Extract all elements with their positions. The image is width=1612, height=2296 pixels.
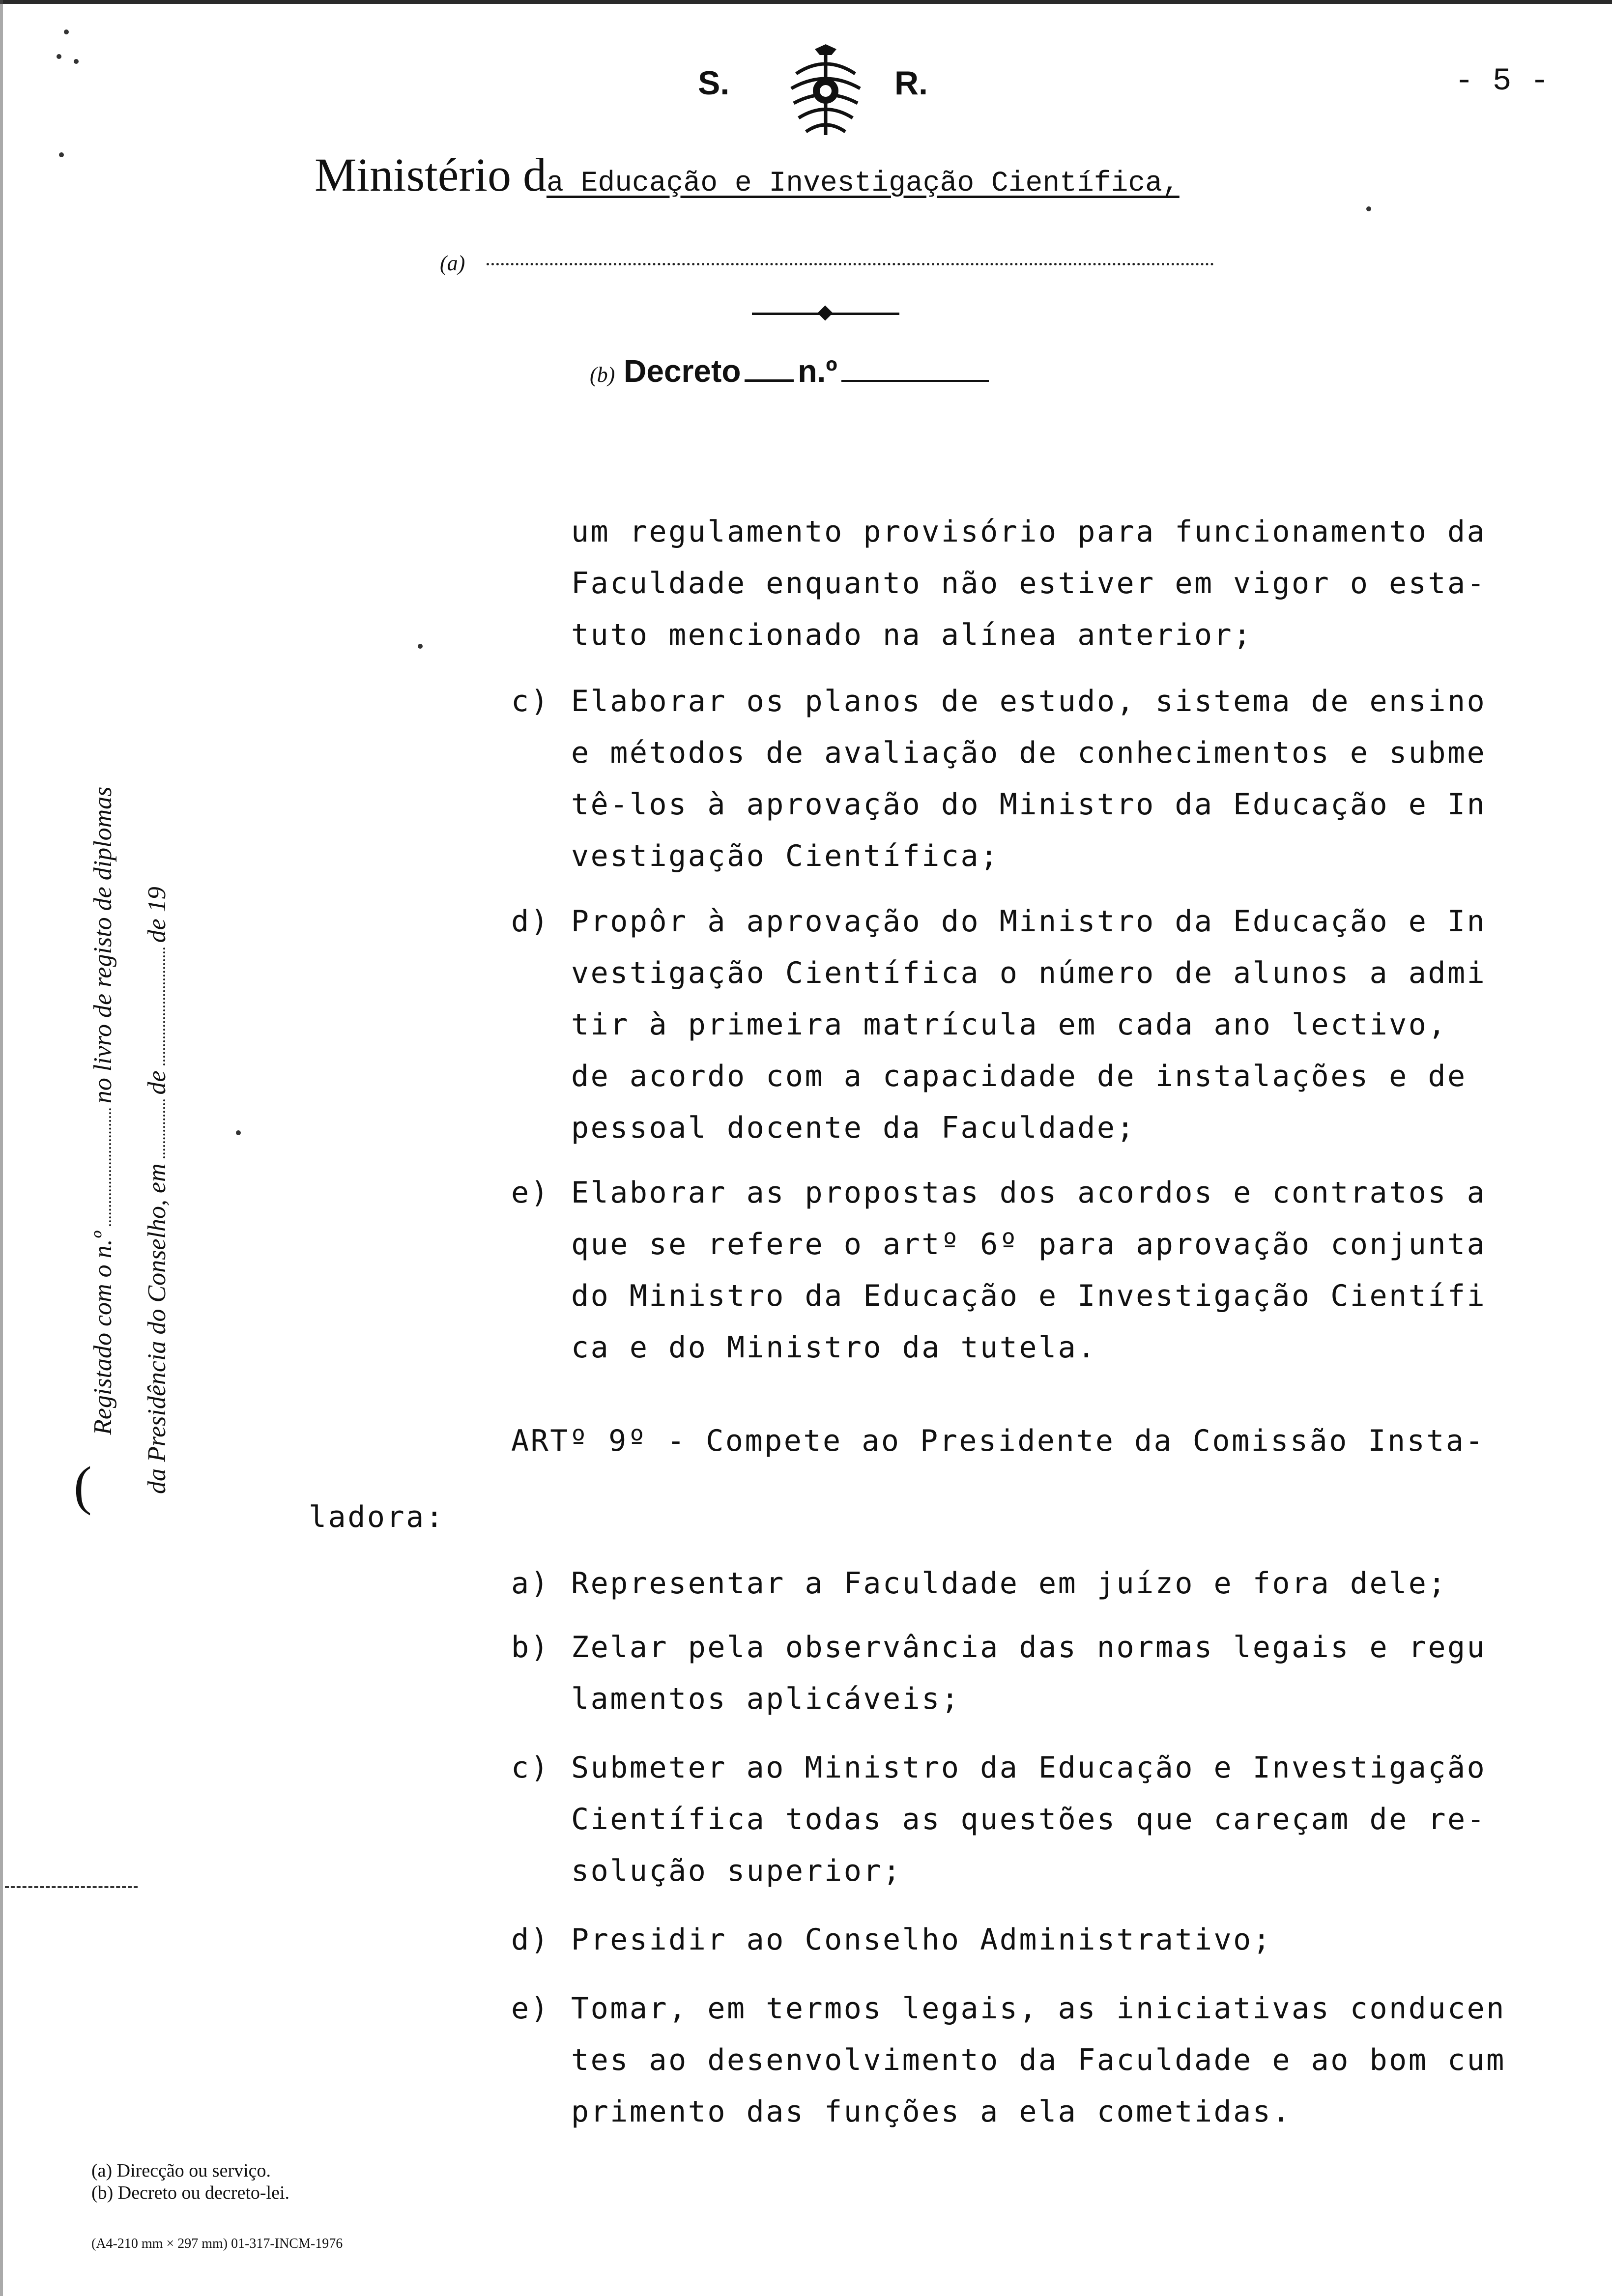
scan-speck bbox=[418, 644, 423, 649]
body-line: tir à primeira matrícula em cada ano lectivo, bbox=[571, 1007, 1448, 1042]
body-line: pessoal docente da Faculdade; bbox=[571, 1111, 1136, 1145]
scan-speck bbox=[74, 59, 79, 64]
margin-note-blank bbox=[163, 947, 165, 1065]
body-line: tê-los à aprovação do Ministro da Educação e In bbox=[571, 787, 1487, 822]
item-label-d: d) bbox=[511, 904, 550, 939]
margin-note-year: de 19 bbox=[143, 887, 171, 943]
scan-stray-dash bbox=[5, 1886, 138, 1888]
body-line: um regulamento provisório para funcionamento da bbox=[571, 515, 1487, 549]
decreto-type-blank bbox=[745, 379, 794, 382]
header-s: S. bbox=[698, 64, 730, 102]
body-line: tuto mencionado na alínea anterior; bbox=[571, 618, 1253, 652]
item-label-a: a) bbox=[511, 1566, 550, 1601]
item-label-e: e) bbox=[511, 1991, 550, 2026]
body-line: de acordo com a capacidade de instalações e de bbox=[571, 1059, 1467, 1093]
margin-note-registado: Registado com o n.º bbox=[89, 1231, 117, 1435]
scan-speck bbox=[1366, 206, 1371, 211]
body-line: do Ministro da Educação e Investigação Científi bbox=[571, 1279, 1487, 1313]
margin-note-line-2 bbox=[143, 887, 172, 1494]
page-number: - 5 - bbox=[1455, 64, 1550, 99]
body-line: Tomar, em termos legais, as iniciativas conducen bbox=[571, 1991, 1506, 2026]
body-line: vestigação Científica; bbox=[571, 839, 1000, 873]
divider-diamond-icon bbox=[817, 305, 833, 320]
body-line: ladora: bbox=[309, 1500, 445, 1534]
ministry-title bbox=[315, 147, 1180, 202]
scan-top-edge bbox=[0, 0, 1612, 4]
body-line: Científica todas as questões que careçam de re- bbox=[571, 1802, 1487, 1837]
decreto-number-label: n.º bbox=[798, 353, 837, 389]
scan-speck bbox=[236, 1130, 241, 1135]
ministry-title-typed: a Educação e Investigação Científica, bbox=[546, 168, 1180, 200]
scan-speck bbox=[59, 152, 64, 157]
body-line: Presidir ao Conselho Administrativo; bbox=[571, 1923, 1272, 1957]
body-line: Faculdade enquanto não estiver em vigor o esta- bbox=[571, 566, 1487, 601]
item-label-c: c) bbox=[511, 684, 550, 718]
header-r: R. bbox=[894, 64, 928, 102]
body-line: que se refere o artº 6º para aprovação conjunta bbox=[571, 1227, 1487, 1262]
margin-note-presidencia: da Presidência do Conselho, em bbox=[143, 1163, 171, 1494]
field-a-dotted-line bbox=[487, 263, 1214, 265]
body-line: Elaborar os planos de estudo, sistema de ensino bbox=[571, 684, 1487, 718]
scan-left-edge bbox=[0, 0, 3, 2296]
margin-note-de: de bbox=[143, 1070, 171, 1095]
body-line: Submeter ao Ministro da Educação e Investigação bbox=[571, 1751, 1487, 1785]
decreto-label: Decreto bbox=[624, 353, 741, 389]
decreto-b-label: (b) bbox=[590, 363, 615, 387]
article-heading: ARTº 9º - Compete ao Presidente da Comissão Insta- bbox=[511, 1424, 1485, 1458]
coat-of-arms-icon bbox=[777, 44, 875, 143]
body-line: solução superior; bbox=[571, 1854, 902, 1888]
margin-note-line-1 bbox=[88, 787, 117, 1435]
footnote-b: (b) Decreto ou decreto-lei. bbox=[91, 2182, 290, 2203]
scan-speck bbox=[64, 29, 69, 34]
body-line: Zelar pela observância das normas legais e regu bbox=[571, 1630, 1487, 1665]
body-line: Representar a Faculdade em juízo e fora dele; bbox=[571, 1566, 1448, 1601]
item-label-c: c) bbox=[511, 1751, 550, 1785]
decreto-number-blank bbox=[841, 380, 989, 382]
form-code: (A4-210 mm × 297 mm) 01-317-INCM-1976 bbox=[91, 2236, 343, 2251]
body-line: primento das funções a ela cometidas. bbox=[571, 2095, 1292, 2129]
body-line: tes ao desenvolvimento da Faculdade e ao bom cum bbox=[571, 2043, 1506, 2077]
item-label-d: d) bbox=[511, 1923, 550, 1957]
ministry-title-printed: Ministério d bbox=[315, 148, 547, 201]
body-line: lamentos aplicáveis; bbox=[571, 1682, 961, 1716]
body-line: Elaborar as propostas dos acordos e contratos a bbox=[571, 1176, 1487, 1210]
decreto-line bbox=[590, 353, 989, 389]
body-line: vestigação Científica o número de alunos a admi bbox=[571, 956, 1487, 990]
margin-note-blank bbox=[109, 1108, 111, 1226]
field-a-label: (a) bbox=[440, 251, 465, 275]
margin-bracket-mark: ( bbox=[74, 1456, 92, 1516]
margin-note-livro: no livro bbox=[89, 1024, 117, 1104]
margin-note-registo: de registo de diplomas bbox=[89, 786, 117, 1018]
item-label-e: e) bbox=[511, 1176, 550, 1210]
body-line: e métodos de avaliação de conhecimentos e subme bbox=[571, 736, 1487, 770]
body-line: Propôr à aprovação do Ministro da Educação e In bbox=[571, 904, 1487, 939]
footnote-a: (a) Direcção ou serviço. bbox=[91, 2160, 271, 2181]
header-emblem-group bbox=[698, 44, 953, 143]
body-line: ca e do Ministro da tutela. bbox=[571, 1330, 1097, 1365]
scan-speck bbox=[57, 54, 61, 59]
margin-note-blank bbox=[163, 1099, 165, 1158]
item-label-b: b) bbox=[511, 1630, 550, 1665]
